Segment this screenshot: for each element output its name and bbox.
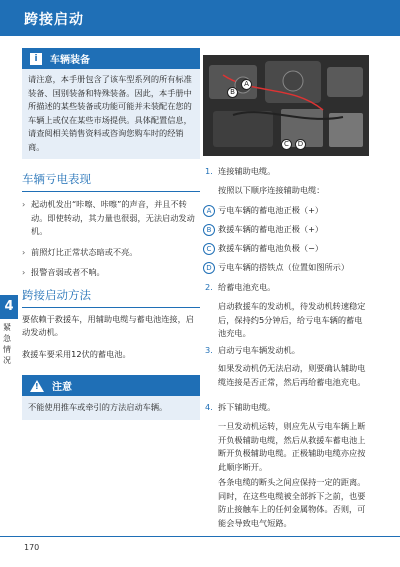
battery-paragraph: 救援车要采用12伏的蓄电池。 <box>22 348 131 359</box>
footer-divider <box>0 536 400 537</box>
warning-icon: ! <box>30 380 44 392</box>
engine-bay-photo <box>203 55 369 156</box>
circle-b-icon: B <box>203 224 215 236</box>
symptom-list <box>22 198 200 280</box>
list-item: 救援车辆的蓄电池负极（−） <box>218 243 324 253</box>
step-2-text: 启动救援车的发动机，待发动机转速稳定后，保持约5分钟后，给亏电车辆的蓄电池充电。 <box>218 301 366 338</box>
step-4-text-1: 一旦发动机运转，则应先从亏电车辆上断开负极辅助电缆，然后从救援车蓄电池上断开负极辅助电缆。正极辅助电缆亦应按此顺序断开。 <box>218 421 366 472</box>
list-item: › 前照灯比正常状态暗或不亮。 <box>22 246 200 260</box>
chevron-right-icon: › <box>22 199 26 209</box>
page-number: 170 <box>24 543 40 552</box>
section-divider <box>22 307 200 308</box>
section-title-method: 跨接启动方法 <box>22 287 91 302</box>
warning-title: 注意 <box>52 382 72 393</box>
label-C: C <box>281 139 292 150</box>
page-title: 跨接启动 <box>24 12 84 28</box>
list-item: 救援车辆的蓄电池正极（+） <box>218 224 324 234</box>
chevron-right-icon: › <box>22 246 26 257</box>
chapter-label: 紧急情况 <box>3 323 11 365</box>
left-column <box>22 48 200 420</box>
step-3-title: 启动亏电车辆发动机。 <box>218 345 300 355</box>
step-2-number: 2. <box>205 282 213 292</box>
info-icon: i <box>30 53 42 65</box>
warning-header <box>22 375 200 396</box>
circle-d-icon: D <box>203 262 215 274</box>
label-D: D <box>295 139 306 150</box>
step-1-intro: 按照以下顺序连接辅助电缆： <box>218 185 325 195</box>
list-item: 亏电车辆的蓄电池正极（+） <box>218 205 324 215</box>
section-title-symptoms: 车辆亏电表现 <box>22 172 91 186</box>
list-item: › 起动机发出“咔嚓、咔嚓”的声音，并且不转动。即使转动，其力量也很弱，无法启动发动机。 <box>22 199 195 236</box>
chapter-tab[interactable]: 4 <box>0 295 18 319</box>
info-box-text: 请注意，本手册包含了该车型系列的所有标准装备、国别装备和特殊装备。因此，本手册中所描述的某些装备或功能可能并未装配在您的车辆上或仅在某些市场提供。具体配置信息，请查阅相关销售资料或咨询您购车时的经销商。 <box>22 69 200 159</box>
label-A: A <box>241 79 252 90</box>
label-B: B <box>227 87 238 98</box>
warning-text: 不能使用推车或牵引的方法启动车辆。 <box>22 396 200 420</box>
step-3-text: 如果发动机仍无法启动，则要确认辅助电缆连接是否正常，然后再给蓄电池充电。 <box>218 363 366 387</box>
step-4-text-2: 各条电缆的断头之间应保持一定的距离。同时，在这些电缆被全部拆下之前，也要防止接触车上的任何金属物体。否则，可能会导致电气短路。 <box>218 477 366 528</box>
page-header <box>0 0 400 36</box>
step-3-number: 3. <box>205 345 213 355</box>
step-4-number: 4. <box>205 402 213 412</box>
method-paragraph: 要依赖于救援车，用辅助电缆与蓄电池连接，启动发动机。 <box>22 313 194 337</box>
step-4-title: 拆下辅助电缆。 <box>218 402 276 412</box>
circle-c-icon: C <box>203 243 215 255</box>
step-1-number: 1. <box>205 166 213 176</box>
list-item: 亏电车辆的搭铁点（位置如图所示） <box>218 262 350 272</box>
circle-a-icon: A <box>203 205 215 217</box>
info-box-header <box>22 48 200 69</box>
step-1-title: 连接辅助电缆。 <box>218 166 276 176</box>
list-item: › 报警音弱或者不响。 <box>22 266 200 280</box>
section-divider <box>22 191 200 192</box>
chevron-right-icon: › <box>22 267 26 277</box>
info-box-title: 车辆装备 <box>50 55 90 66</box>
step-2-title: 给蓄电池充电。 <box>218 282 276 292</box>
